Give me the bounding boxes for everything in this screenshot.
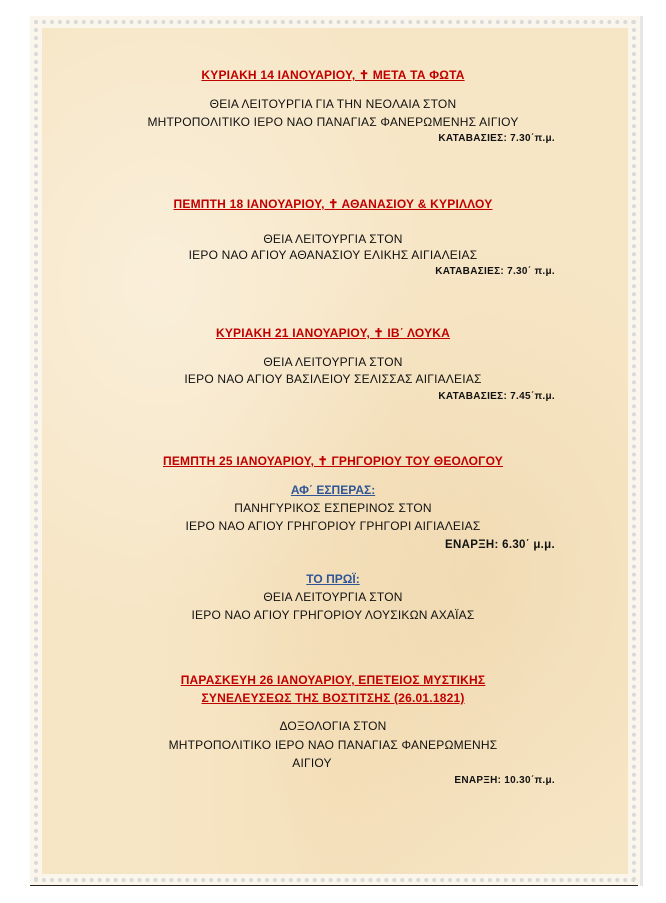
- event-time: ΚΑΤΑΒΑΣΙΕΣ: 7.30΄π.μ.: [438, 133, 555, 144]
- event-time: ΕΝΑΡΞΗ: 6.30΄ μ.μ.: [445, 539, 555, 551]
- morning-label: [0, 572, 666, 587]
- evening-label-text: ΑΦ΄ ΕΣΠΕΡΑΣ:: [290, 483, 376, 497]
- event-line: ΑΙΓΙΟΥ: [292, 756, 332, 770]
- evening-label: [0, 483, 666, 498]
- event-line: ΘΕΙΑ ΛΕΙΤΟΥΡΓΙΑ ΣΤΟΝ: [263, 355, 403, 369]
- event-heading: ΚΥΡΙΑΚΗ 14 ΙΑΝΟΥΑΡΙΟΥ, ✝ ΜΕΤΑ ΤΑ ΦΩΤΑ: [201, 68, 465, 82]
- event-time: ΚΑΤΑΒΑΣΙΕΣ: 7.30΄ π.μ.: [435, 266, 555, 277]
- event-line: ΙΕΡΟ ΝΑΟ ΑΓΙΟΥ ΓΡΗΓΟΡΙΟΥ ΓΡΗΓΟΡΙ ΑΙΓΙΑΛΕΙΑΣ: [185, 519, 481, 533]
- event-time: ΚΑΤΑΒΑΣΙΕΣ: 7.45΄π.μ.: [438, 391, 555, 402]
- event-line: ΘΕΙΑ ΛΕΙΤΟΥΡΓΙΑ ΣΤΟΝ: [263, 232, 403, 246]
- page-shadow: [640, 16, 643, 886]
- event-heading: ΠΕΜΠΤΗ 18 ΙΑΝΟΥΑΡΙΟΥ, ✝ ΑΘΑΝΑΣΙΟΥ & ΚΥΡΙΛΛΟΥ: [173, 197, 493, 211]
- event-time: ΕΝΑΡΞΗ: 10.30΄π.μ.: [454, 775, 555, 786]
- event-line: ΙΕΡΟ ΝΑΟ ΑΓΙΟΥ ΑΘΑΝΑΣΙΟΥ ΕΛΙΚΗΣ ΑΙΓΙΑΛΕΙΑΣ: [188, 248, 478, 262]
- event-line: ΘΕΙΑ ΛΕΙΤΟΥΡΓΙΑ ΓΙΑ ΤΗΝ ΝΕΟΛΑΙΑ ΣΤΟΝ: [209, 97, 457, 111]
- event-line: ΘΕΙΑ ΛΕΙΤΟΥΡΓΙΑ ΣΤΟΝ: [263, 590, 403, 604]
- event-line: ΠΑΝΗΓΥΡΙΚΟΣ ΕΣΠΕΡΙΝΟΣ ΣΤΟΝ: [234, 501, 432, 515]
- morning-label-text: ΤΟ ΠΡΩΪ:: [306, 572, 360, 586]
- event-heading: ΚΥΡΙΑΚΗ 21 ΙΑΝΟΥΑΡΙΟΥ, ✝ ΙΒ΄ ΛΟΥΚΑ: [215, 326, 451, 340]
- event-line: ΜΗΤΡΟΠΟΛΙΤΙΚΟ ΙΕΡΟ ΝΑΟ ΠΑΝΑΓΙΑΣ ΦΑΝΕΡΩΜΕΝΗΣ ΑΙΓΙΟΥ: [147, 115, 519, 129]
- page-bottom-rule: [30, 885, 638, 886]
- event-line: ΔΟΞΟΛΟΓΙΑ ΣΤΟΝ: [279, 719, 387, 733]
- event-line: ΜΗΤΡΟΠΟΛΙΤΙΚΟ ΙΕΡΟ ΝΑΟ ΠΑΝΑΓΙΑΣ ΦΑΝΕΡΩΜΕΝΗΣ: [168, 738, 498, 752]
- event-heading: ΠΕΜΠΤΗ 25 ΙΑΝΟΥΑΡΙΟΥ, ✝ ΓΡΗΓΟΡΙΟΥ ΤΟΥ ΘΕΟΛΟΓΟΥ: [162, 454, 503, 468]
- event-line: ΙΕΡΟ ΝΑΟ ΑΓΙΟΥ ΓΡΗΓΟΡΙΟΥ ΛΟΥΣΙΚΩΝ ΑΧΑΪΑΣ: [191, 608, 475, 622]
- event-heading-line1: ΠΑΡΑΣΚΕΥΗ 26 ΙΑΝΟΥΑΡΙΟΥ, ΕΠΕΤΕΙΟΣ ΜΥΣΤΙΚΗΣ: [180, 673, 486, 687]
- event-line: ΙΕΡΟ ΝΑΟ ΑΓΙΟΥ ΒΑΣΙΛΕΙΟΥ ΣΕΛΙΣΣΑΣ ΑΙΓΙΑΛΕΙΑΣ: [184, 372, 482, 386]
- event-heading-line2: ΣΥΝΕΛΕΥΣΕΩΣ ΤΗΣ ΒΟΣΤΙΤΣΗΣ (26.01.1821): [201, 691, 465, 705]
